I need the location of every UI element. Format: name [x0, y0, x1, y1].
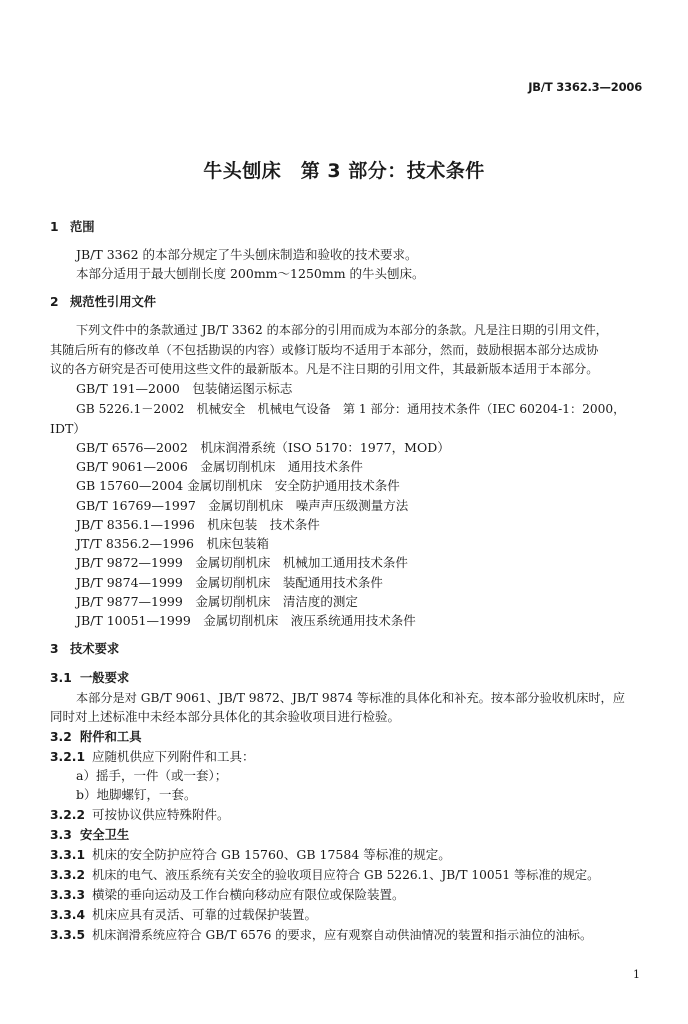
clause-text: 机床的安全防护应符合 GB 15760、GB 17584 等标准的规定。 — [92, 847, 451, 862]
section-title: 规范性引用文件 — [70, 295, 157, 309]
refs-intro-line-3: 议的各方研究是否可使用这些文件的最新版本。凡是不注日期的引用文件，其最新版本适用于本部分。 — [50, 362, 599, 376]
reference-item: JT/T 8356.2—1996 机床包装箱 — [76, 536, 269, 551]
reference-item: GB/T 16769—1997 金属切削机床 噪声声压级测量方法 — [76, 498, 409, 513]
standard-code: JB/T 3362.3—2006 — [528, 80, 642, 94]
clause-3-3-4 — [50, 907, 317, 923]
subsection-3-3-heading — [50, 827, 129, 843]
clause-3-3-3 — [50, 887, 405, 903]
reference-item: GB/T 6576—2002 机床润滑系统（ISO 5170：1977，MOD） — [76, 440, 450, 455]
clause-3-2-2 — [50, 807, 230, 823]
clause-number: 3.2.1 — [50, 750, 86, 764]
subsection-number: 3.2 — [50, 730, 72, 744]
subsection-title: 一般要求 — [80, 671, 130, 685]
reference-item: JB/T 9874—1999 金属切削机床 装配通用技术条件 — [76, 575, 383, 590]
clause-text: 机床应具有灵活、可靠的过载保护装置。 — [92, 907, 318, 922]
refs-intro-line-2: 其随后所有的修改单（不包括勘误的内容）或修订版均不适用于本部分，然而，鼓励根据本部分达成协 — [50, 343, 599, 357]
section-number: 2 — [50, 295, 59, 309]
reference-item: JB/T 8356.1—1996 机床包装 技术条件 — [76, 517, 320, 532]
subsection-3-1-heading — [50, 670, 129, 686]
general-req-line-1: 本部分是对 GB/T 9061、JB/T 9872、JB/T 9874 等标准的具体化和补充。按本部分验收机床时，应 — [76, 691, 625, 705]
clause-3-3-2 — [50, 867, 599, 883]
scope-paragraph-1: JB/T 3362 的本部分规定了牛头刨床制造和验收的技术要求。 — [76, 247, 418, 262]
reference-item: GB/T 9061—2006 金属切削机床 通用技术条件 — [76, 459, 363, 474]
clause-number: 3.3.4 — [50, 908, 86, 922]
clause-text: 可按协议供应特殊附件。 — [92, 807, 230, 822]
section-3-heading — [50, 641, 119, 657]
section-number: 3 — [50, 642, 59, 656]
clause-text: 横梁的垂向运动及工作台横向移动应有限位或保险装置。 — [92, 887, 405, 902]
reference-item: JB/T 9872—1999 金属切削机床 机械加工通用技术条件 — [76, 555, 408, 570]
list-item-b: b）地脚螺钉，一套。 — [76, 787, 197, 802]
clause-number: 3.2.2 — [50, 808, 86, 822]
subsection-title: 附件和工具 — [80, 730, 142, 744]
clause-number: 3.3.2 — [50, 868, 86, 882]
subsection-number: 3.1 — [50, 671, 72, 685]
scope-paragraph-2: 本部分适用于最大刨削长度 200mm～1250mm 的牛头刨床。 — [76, 266, 425, 281]
section-title: 技术要求 — [70, 642, 120, 656]
section-title: 范围 — [70, 220, 95, 234]
reference-item: GB/T 191—2000 包装储运图示标志 — [76, 381, 293, 396]
subsection-number: 3.3 — [50, 828, 72, 842]
clause-number: 3.3.1 — [50, 848, 86, 862]
clause-text: 机床润滑系统应符合 GB/T 6576 的要求，应有观察自动供油情况的装置和指示油位的油标。 — [92, 928, 593, 942]
subsection-3-2-heading — [50, 729, 142, 745]
reference-item: GB 5226.1－2002 机械安全 机械电气设备 第 1 部分：通用技术条件（IEC 60204-1：2000， — [76, 402, 626, 416]
clause-3-3-5 — [50, 927, 592, 943]
clause-text: 机床的电气、液压系统有关安全的验收项目应符合 GB 5226.1、JB/T 10051 等标准的规定。 — [92, 868, 600, 882]
clause-number: 3.3.5 — [50, 928, 86, 942]
subsection-title: 安全卫生 — [80, 828, 130, 842]
reference-item: JB/T 10051—1999 金属切削机床 液压系统通用技术条件 — [76, 613, 416, 628]
page-number: 1 — [633, 968, 640, 981]
clause-text: 应随机供应下列附件和工具： — [92, 749, 255, 764]
refs-intro-line-1: 下列文件中的条款通过 JB/T 3362 的本部分的引用而成为本部分的条款。凡是注日期的引用文件， — [76, 323, 608, 337]
section-1-heading — [50, 219, 95, 235]
list-item-a: a）摇手，一件（或一套）； — [76, 768, 228, 783]
clause-3-2-1 — [50, 749, 255, 765]
reference-item: JB/T 9877—1999 金属切削机床 清洁度的测定 — [76, 594, 358, 609]
general-req-line-2: 同时对上述标准中未经本部分具体化的其余验收项目进行检验。 — [50, 709, 401, 724]
section-2-heading — [50, 294, 156, 310]
reference-item-continuation: IDT） — [50, 421, 86, 436]
clause-number: 3.3.3 — [50, 888, 86, 902]
reference-item: GB 15760—2004 金属切削机床 安全防护通用技术条件 — [76, 478, 400, 493]
document-title: 牛头刨床 第 3 部分：技术条件 — [203, 160, 485, 182]
clause-3-3-1 — [50, 847, 451, 863]
section-number: 1 — [50, 220, 59, 234]
